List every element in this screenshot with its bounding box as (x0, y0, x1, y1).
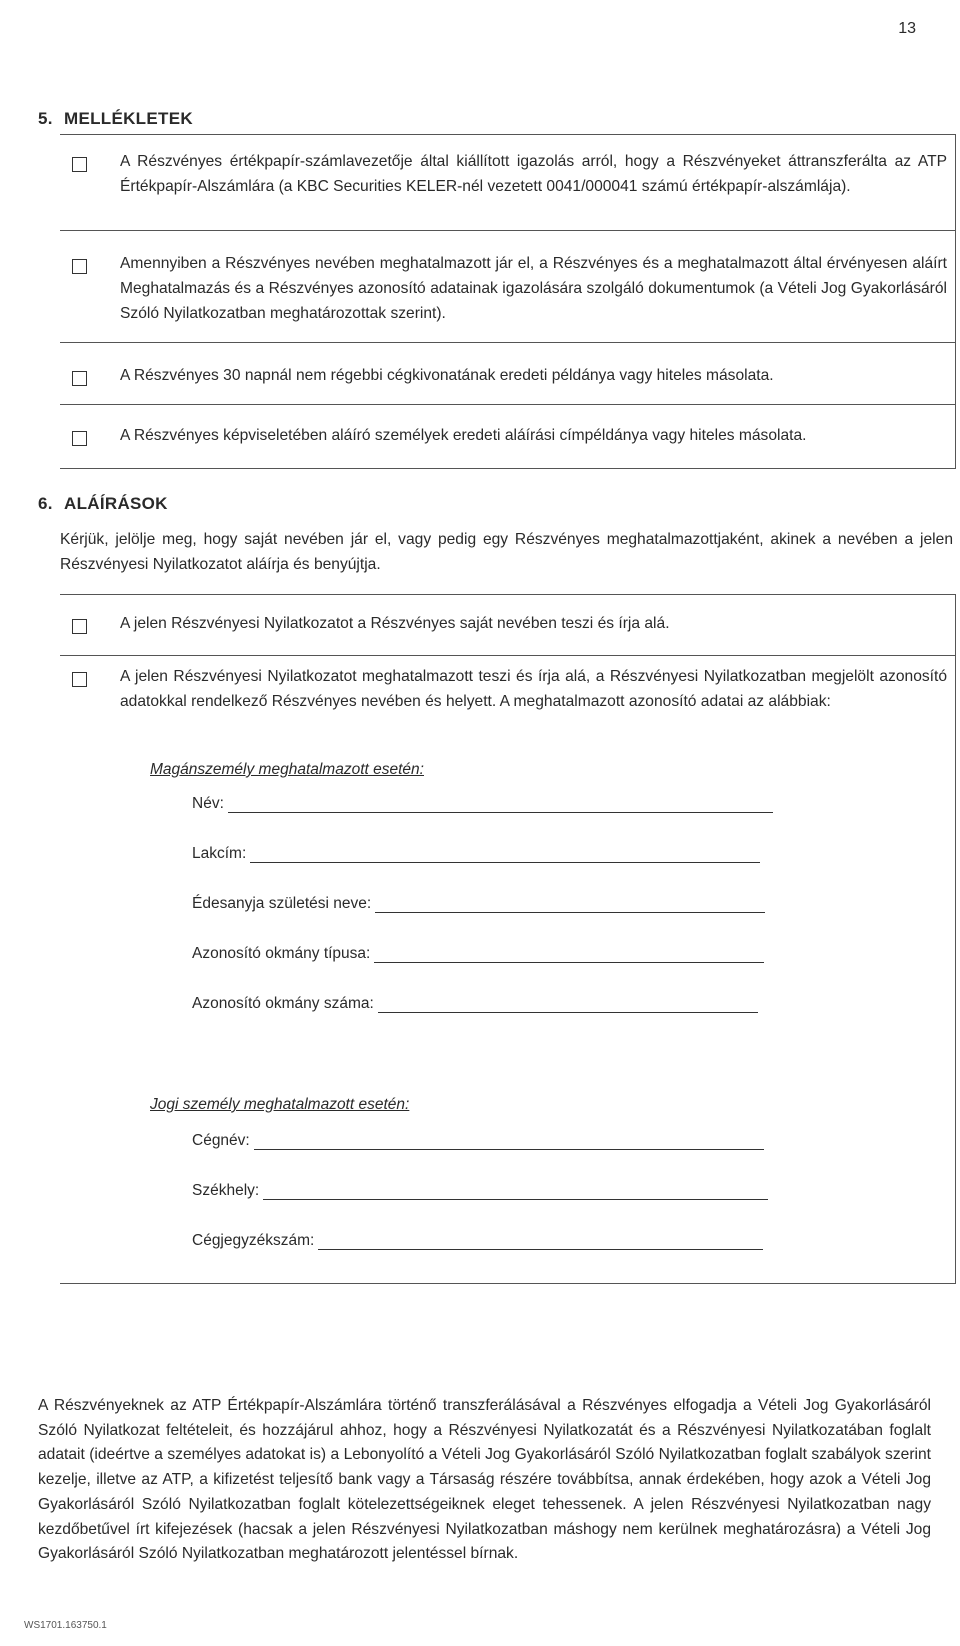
proxy-address-label: Lakcím: (192, 845, 247, 862)
attachments-box (60, 134, 956, 469)
proxy-id-type-field (192, 945, 764, 963)
page-number: 13 (898, 20, 916, 37)
section-5-title: MELLÉKLETEK (64, 109, 193, 128)
proxy-name-input[interactable] (228, 798, 773, 813)
company-name-label: Cégnév: (192, 1132, 250, 1149)
section-5-number: 5. (38, 109, 53, 128)
signature-option-proxy (60, 656, 955, 1284)
company-name-input[interactable] (254, 1135, 764, 1150)
proxy-id-number-field (192, 995, 758, 1013)
proxy-mother-name-field (192, 895, 765, 913)
attachment-text: A Részvényes értékpapír-számlavezetője által kiállított igazolás arról, hogy a Részvényeket áttranszferálta az ATP Értékpapír-Alszámlára (a KBC Securities KELER-nél vezetett 0041/000041 számú értékpapír-alszámlája). (120, 153, 947, 195)
attachment-item (60, 343, 955, 405)
attachment-item (60, 405, 955, 469)
signature-box (60, 594, 956, 1284)
proxy-address-input[interactable] (250, 848, 760, 863)
proxy-id-type-input[interactable] (374, 948, 764, 963)
attachment-item (60, 135, 955, 231)
company-reg-number-input[interactable] (318, 1235, 763, 1250)
proxy-name-field (192, 795, 773, 813)
section-5-heading (38, 109, 193, 129)
proxy-id-number-label: Azonosító okmány száma: (192, 995, 374, 1012)
company-seat-label: Székhely: (192, 1182, 260, 1199)
document-code: WS1701.163750.1 (24, 1620, 107, 1631)
attachment-checkbox[interactable] (72, 431, 87, 446)
attachment-checkbox[interactable] (72, 371, 87, 386)
proxy-text: A jelen Részvényesi Nyilatkozatot meghatalmazott teszi és írja alá, a Részvényesi Nyilatkozatban megjelölt azonosító adatokkal rendelkező Részvényes nevében és helyett. A meghatalmazott azonosító adatai az alábbiak: (120, 668, 947, 710)
company-reg-number-label: Cégjegyzékszám: (192, 1232, 315, 1249)
proxy-checkbox[interactable] (72, 672, 87, 687)
own-name-text: A jelen Részvényesi Nyilatkozatot a Részvényes saját nevében teszi és írja alá. (120, 615, 670, 632)
private-person-heading: Magánszemély meghatalmazott esetén: (150, 761, 424, 778)
signature-instructions: Kérjük, jelölje meg, hogy saját nevében jár el, vagy pedig egy Részvényes meghatalmazottjaként, akinek a nevében a jelen Részvényesi Nyilatkozatot aláírja és benyújtja. (60, 531, 953, 573)
own-name-checkbox[interactable] (72, 619, 87, 634)
legal-entity-heading: Jogi személy meghatalmazott esetén: (150, 1096, 410, 1113)
attachment-text: A Részvényes képviseletében aláíró személyek eredeti aláírási címpéldánya vagy hiteles másolata. (120, 427, 807, 444)
proxy-address-field (192, 845, 760, 863)
attachment-text: A Részvényes 30 napnál nem régebbi cégkivonatának eredeti példánya vagy hiteles másolata. (120, 367, 774, 384)
proxy-mother-name-label: Édesanyja születési neve: (192, 895, 372, 912)
proxy-id-number-input[interactable] (378, 998, 758, 1013)
company-name-field (192, 1132, 764, 1150)
proxy-mother-name-input[interactable] (375, 898, 765, 913)
proxy-id-type-label: Azonosító okmány típusa: (192, 945, 371, 962)
signature-option-own (60, 595, 955, 656)
attachment-checkbox[interactable] (72, 259, 87, 274)
section-6-heading (38, 494, 168, 514)
company-seat-input[interactable] (263, 1185, 768, 1200)
proxy-name-label: Név: (192, 795, 224, 812)
company-seat-field (192, 1182, 768, 1200)
section-6-title: ALÁÍRÁSOK (64, 494, 168, 513)
consent-paragraph: A Részvényeknek az ATP Értékpapír-Alszámlára történő transzferálásával a Részvényes elfogadja a Vételi Jog Gyakorlásáról Szóló Nyilatkozat feltételeit, és hozzájárul ahhoz, hogy a Részvényesi Nyilatkozatát és a Részvényesi Nyilatkozatában foglalt adatait (ideértve a személyes adatokat is) a Lebonyolító a Vételi Jog Gyakorlásáról Szóló Nyilatkozatban foglalt szabályok szerint kezelje, illetve az ATP, a kifizetést teljesítő bank vagy a Társaság részére továbbítsa, annak érdekében, hogy azok a Vételi Jog Gyakorlásáról Szóló Nyilatkozatban foglalt kötelezettségeiknek eleget tehessenek. A jelen Részvényesi Nyilatkozatban nagy kezdőbetűvel írt kifejezések (hacsak a jelen Részvényesi Nyilatkozatban máshogy nem kerülnek meghatározásra) a Vételi Jog Gyakorlásáról Szóló Nyilatkozatban meghatározott jelentéssel bírnak. (38, 1397, 931, 1563)
attachment-item (60, 231, 955, 343)
company-reg-number-field (192, 1232, 763, 1250)
attachment-text: Amennyiben a Részvényes nevében meghatalmazott jár el, a Részvényes és a meghatalmazott által érvényesen aláírt Meghatalmazás és a Részvényes azonosító adatainak igazolására szolgáló dokumentumok (a Vételi Jog Gyakorlásáról Szóló Nyilatkozatban meghatározottak szerint). (120, 255, 947, 322)
attachment-checkbox[interactable] (72, 157, 87, 172)
section-6-number: 6. (38, 494, 53, 513)
